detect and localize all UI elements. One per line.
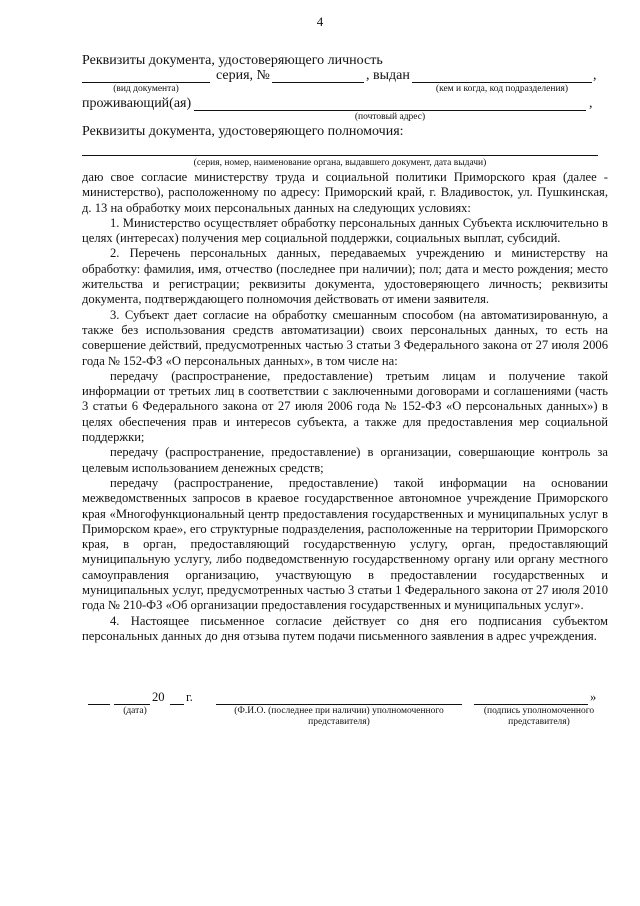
clause-3: 3. Субъект дает согласие на обработку смешанным способом (на автоматизированную, а также без использования средств автоматизации) своих персональных данных, то есть на совершение действий, предусмотренных частью 3 статьи 3 Федерального закона от 27 июля 2006 года № 152-ФЗ «О персональных данных», в том числе на: <box>82 307 608 368</box>
closing-quote: » <box>590 690 597 704</box>
clause-2: 2. Перечень персональных данных, передаваемых учреждению и министерству на обработку: фамилия, имя, отчество (последнее при наличии); пол; дата и место рождения; место жительства и регистрации; реквизиты документа, удостоверяющего личность; реквизиты документа, подтверждающего полномочия действовать от имени заявителя. <box>82 246 608 307</box>
identity-comma: , <box>593 68 597 83</box>
issued-label: , выдан <box>366 68 410 83</box>
year-field[interactable] <box>170 704 184 705</box>
caption-fio <box>206 706 472 728</box>
clause-1: 1. Министерство осуществляет обработку персональных данных Субъекта исключительно в целях (интересах) получения мер социальной поддержки, социальных выплат, субсидий. <box>82 215 608 246</box>
year-suffix: г. <box>186 690 193 704</box>
month-field[interactable] <box>114 704 150 705</box>
clause-4: 4. Настоящее письменное согласие действует со дня его подписания субъектом персональных данных до дня отзыва путем подачи письменного заявления в адрес учреждения. <box>82 613 608 643</box>
caption-authority-details: (серия, номер, наименование органа, выдавшего документ, дата выдачи) <box>193 158 487 168</box>
year-prefix: 20 <box>152 690 165 704</box>
caption-signature <box>474 706 604 728</box>
caption-date: (дата) <box>123 706 147 716</box>
residence-label: проживающий(ая) <box>82 96 192 111</box>
clause-3-item-1: передачу (распространение, предоставление) третьим лицам и получение такой информации от третьих лиц в соответствии с заключенными договорами и соглашениями (часть 3 статьи 6 Федерального закона от 27 июля 2006 года № 152-ФЗ «О персональных данных») в целях обеспечения прав и интересов субъекта, а также для предоставления мер социальной поддержки; <box>82 368 608 445</box>
representative-signature-field[interactable] <box>474 704 588 705</box>
caption-doc-type: (вид документа) <box>113 84 179 94</box>
identity-heading: Реквизиты документа, удостоверяющего личность <box>82 53 383 68</box>
consent-body <box>82 170 608 644</box>
authority-heading: Реквизиты документа, удостоверяющего полномочия: <box>82 124 404 139</box>
caption-fio-line1: (Ф.И.О. (последнее при наличии) уполномоченного <box>234 706 444 716</box>
doc-type-field[interactable] <box>82 82 210 83</box>
clause-3-item-2: передачу (распространение, предоставление) в организации, совершающие контроль за целевым использованием денежных средств; <box>82 445 608 475</box>
caption-signature-line1: (подпись уполномоченного <box>483 706 595 716</box>
caption-fio-line2: представителя) <box>308 717 370 727</box>
consent-intro: даю свое согласие министерству труда и социальной политики Приморского края (далее - министерство), расположенному по адресу: Приморский край, г. Владивосток, ул. Пушкинская, д. 13 на обработку моих персональных данных на следующих условиях: <box>82 170 608 215</box>
authority-details-field[interactable] <box>82 155 598 156</box>
caption-issuer: (кем и когда, код подразделения) <box>435 84 569 94</box>
day-field[interactable] <box>88 704 110 705</box>
address-field[interactable] <box>194 110 586 111</box>
series-label: серия, № <box>216 68 270 83</box>
series-number-field[interactable] <box>272 82 364 83</box>
residence-comma: , <box>589 96 593 111</box>
clause-3-item-3: передачу (распространение, предоставление) такой информации на основании межведомственных запросов в краевое государственное автономное учреждение Приморского края «Многофункциональный центр предоставления государственных и муниципальных услуг в Приморском крае», его структурные подразделения, расположенные на территории Приморского края, в орган, предоставляющий государственную услугу, орган, предоставляющий муниципальную услугу, либо подведомственную государственному органу или органу местного самоуправления организацию, участвующую в предоставлении государственных и муниципальных услуг, предусмотренных частью 3 статьи 1 Федерального закона от 27 июля 2010 года № 210-ФЗ «Об организации предоставления государственных и муниципальных услуг». <box>82 475 608 613</box>
caption-signature-line2: представителя) <box>508 717 570 727</box>
issued-by-field[interactable] <box>412 82 592 83</box>
representative-name-field[interactable] <box>216 704 462 705</box>
page-number: 4 <box>316 14 324 29</box>
caption-address: (почтовый адрес) <box>354 112 426 122</box>
